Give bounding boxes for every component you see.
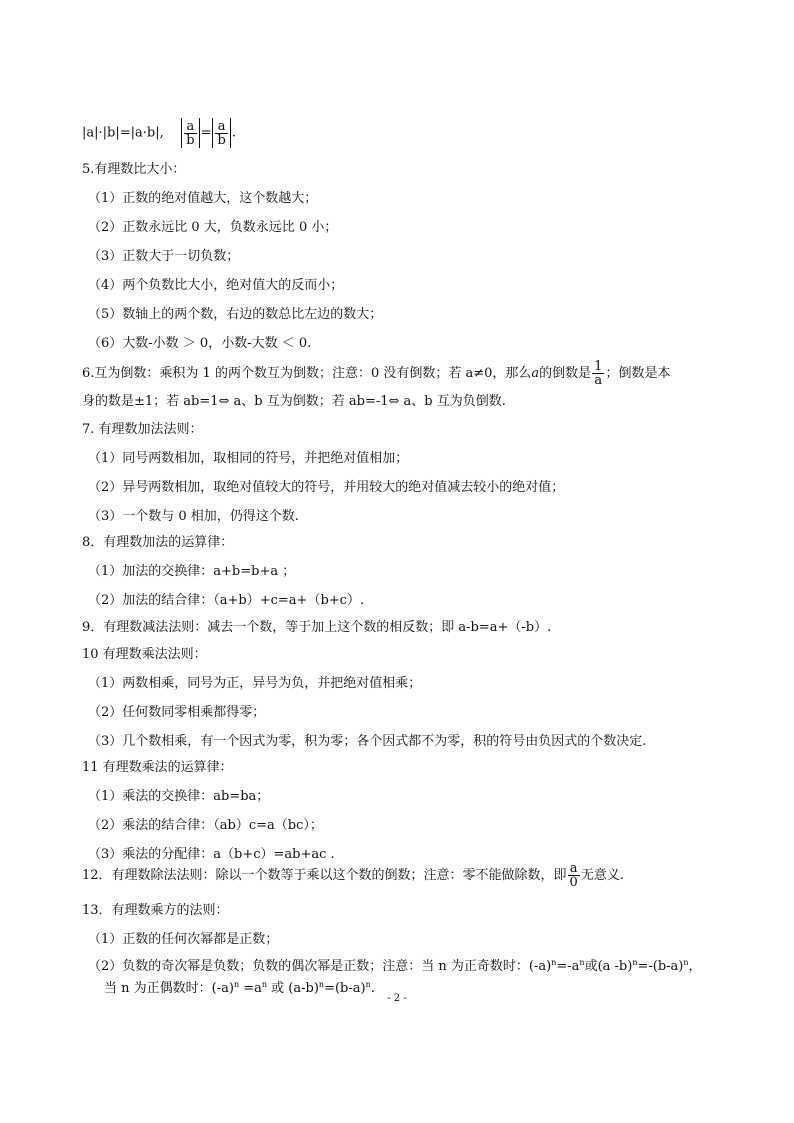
absolute-value-properties: |a|·|b|=|a·b|, $\frac{a}{b}$ = $\frac{a}{b}$ .: [82, 118, 236, 148]
section-5-item-6: （6）大数-小数 ＞ 0，小数-大数 ＜ 0.: [88, 336, 312, 351]
section-6-line-1: 6.互为倒数：乘积为 1 的两个数互为倒数；注意：0 没有倒数；若 a≠0，那么a的倒数是 $\frac{1}{a}$ ；倒数是本: [82, 359, 671, 388]
abs-product-formula: |a|·|b|=|a·b|,: [82, 125, 164, 141]
section-7-item-1: （1）同号两数相加，取相同的符号，并把绝对值相加；: [88, 451, 409, 466]
section-11-item-3: （3）乘法的分配律：a（b+c）=ab+ac .: [88, 847, 335, 862]
reciprocal-fraction: $\frac{1}{a}$: [594, 359, 603, 388]
section-5-item-3: （3）正数大于一切负数；: [88, 249, 240, 264]
section-10-item-2: （2）任何数同零相乘都得零；: [88, 705, 266, 720]
section-13-item-1: （1）正数的任何次幂都是正数；: [88, 932, 279, 947]
section-10-title: 10 有理数乘法法则：: [82, 647, 207, 662]
section-13-item-2: （2）负数的奇次幂是负数；负数的偶次幂是正数；注意：当 n 为正奇数时：$(-a)^n=-a^n$或(a $-b)^n=-(b-a)^n$，: [88, 958, 702, 974]
section-5-item-5: （5）数轴上的两个数，右边的数总比左边的数大；: [88, 307, 383, 322]
section-7-item-3: （3）一个数与 0 相加，仍得这个数.: [88, 509, 299, 524]
section-11-item-1: （1）乘法的交换律：ab=ba；: [88, 789, 270, 804]
division-by-zero-fraction: $\frac{a}{0}$: [569, 861, 578, 890]
section-7-item-2: （2）异号两数相加，取绝对值较大的符号，并用较大的绝对值减去较小的绝对值；: [88, 480, 565, 495]
page-number: - 2 -: [387, 993, 407, 1004]
section-12-line: 12．有理数除法法则：除以一个数等于乘以这个数的倒数；注意：零不能做除数，即 $\frac{a}{0}$ 无意义.: [82, 861, 624, 890]
section-11-item-2: （2）乘法的结合律：（ab）c=a（bc）；: [88, 818, 323, 833]
section-11-title: 11 有理数乘法的运算律：: [82, 760, 233, 775]
abs-quotient-fraction: $\frac{a}{b}$: [186, 118, 195, 148]
section-5-title: 5.有理数比大小：: [82, 162, 186, 177]
section-7-title: 7. 有理数加法法则：: [82, 422, 203, 437]
section-10-item-3: （3）几个数相乘，有一个因式为零，积为零；各个因式都不为零，积的符号由负因式的个数决定.: [88, 734, 647, 749]
section-9-title: 9．有理数减法法则：减去一个数，等于加上这个数的相反数；即 a-b=a+（-b）.: [82, 620, 552, 635]
section-8-title: 8．有理数加法的运算律：: [82, 535, 234, 550]
section-8-item-2: （2）加法的结合律：（a+b）+c=a+（b+c）.: [88, 593, 365, 608]
section-5-item-1: （1）正数的绝对值越大，这个数越大；: [88, 191, 318, 206]
section-6-line-2: 身的数是±1；若 ab=1⇔ a、b 互为倒数；若 ab=-1⇔ a、b 互为负倒数.: [82, 394, 506, 409]
section-13-title: 13．有理数乘方的法则：: [82, 903, 229, 918]
section-13-item-3: 当 n 为正偶数时：$(-a)^n =a^n$ 或 $(a-b)^n=(b-a)^n$.: [104, 980, 375, 996]
section-5-item-2: （2）正数永远比 0 大，负数永远比 0 小；: [88, 220, 338, 235]
section-5-item-4: （4）两个负数比大小，绝对值大的反而小；: [88, 278, 344, 293]
section-10-item-1: （1）两数相乘，同号为正，异号为负，并把绝对值相乘；: [88, 676, 422, 691]
section-8-item-1: （1）加法的交换律：a+b=b+a ；: [88, 564, 296, 579]
abs-quotient-rhs: $\frac{a}{b}$: [217, 118, 226, 148]
